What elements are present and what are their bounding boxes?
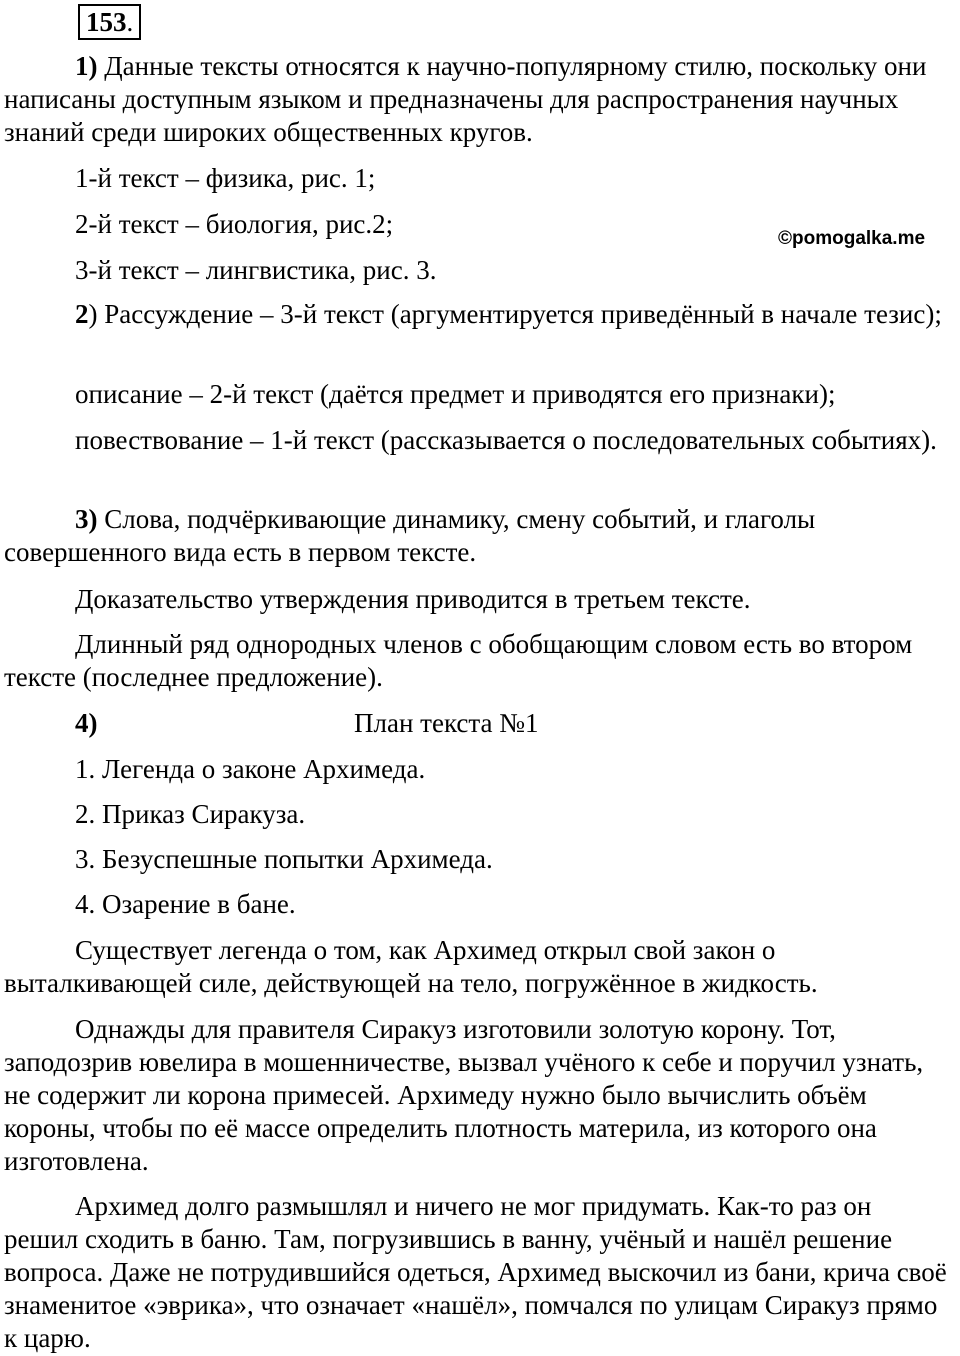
exercise-number-value: 153 bbox=[86, 7, 127, 37]
s3-label: 3) bbox=[75, 504, 98, 534]
s1-label: 1) bbox=[75, 51, 98, 81]
s2-text: ) Рассуждение – 3-й текст (аргументируется приведённый в начале тезис); bbox=[88, 299, 942, 329]
plan-item-1: 1. Легенда о законе Архимеда. bbox=[75, 754, 426, 784]
s4-label: 4) bbox=[75, 708, 98, 738]
s4-heading bbox=[4, 707, 952, 740]
exercise-number-dot: . bbox=[126, 7, 134, 37]
body-paragraph-1: Существует легенда о том, как Архимед открыл свой закон о выталкивающей силе, действующей на тело, погружённое в жидкость. bbox=[4, 935, 818, 998]
s3-line-2: Доказательство утверждения приводится в третьем тексте. bbox=[75, 584, 751, 614]
plan-item-2: 2. Приказ Сиракуза. bbox=[75, 799, 306, 829]
s3-text: Слова, подчёркивающие динамику, смену событий, и глаголы совершенного вида есть в первом тексте. bbox=[4, 504, 816, 567]
s1-paragraph bbox=[4, 50, 952, 149]
watermark: ©pomogalka.me bbox=[778, 228, 926, 249]
s2-paragraph bbox=[4, 298, 952, 331]
plan-item-3: 3. Безуспешные попытки Архимеда. bbox=[75, 844, 493, 874]
s1-item-1: 1-й текст – физика, рис. 1; bbox=[75, 163, 376, 193]
s2-label: 2 bbox=[75, 299, 89, 329]
exercise-number bbox=[78, 4, 141, 40]
s3-line-3: Длинный ряд однородных членов с обобщающим словом есть во втором тексте (последнее предложение). bbox=[4, 629, 913, 692]
s1-text: Данные тексты относятся к научно-популярному стилю, поскольку они написаны доступным языком и предназначены для распространения научных знаний среди широких общественных кругов. bbox=[4, 51, 927, 147]
s3-paragraph bbox=[4, 503, 952, 569]
body-paragraph-3: Архимед долго размышлял и ничего не мог придумать. Как-то раз он решил сходить в баню. Там, погрузившись в ванну, учёный и нашёл решение вопроса. Даже не потрудившийся одеться, Архимед выскочил из бани, крича своё знаменитое «эврика», что означает «нашёл», помчался по улицам Сиракуз прямо к царю. bbox=[4, 1191, 947, 1353]
s1-item-3: 3-й текст – лингвистика, рис. 3. bbox=[75, 255, 437, 285]
plan-item-4: 4. Озарение в бане. bbox=[75, 889, 296, 919]
s1-item-2: 2-й текст – биология, рис.2; bbox=[75, 209, 394, 239]
s2-line-2: описание – 2-й текст (даётся предмет и приводятся его признаки); bbox=[75, 379, 836, 409]
s2-line-3: повествование – 1-й текст (рассказывается о последовательных событиях). bbox=[75, 425, 937, 455]
plan-title: План текста №1 bbox=[354, 708, 539, 738]
body-paragraph-2: Однажды для правителя Сиракуз изготовили золотую корону. Тот, заподозрив ювелира в мошенничестве, вызвал учёного к себе и поручил узнать, не содержит ли корона примесей. Архимеду нужно было вычислить объём короны, чтобы по её массе определить плотность материла, из которого она изготовлена. bbox=[4, 1014, 924, 1176]
